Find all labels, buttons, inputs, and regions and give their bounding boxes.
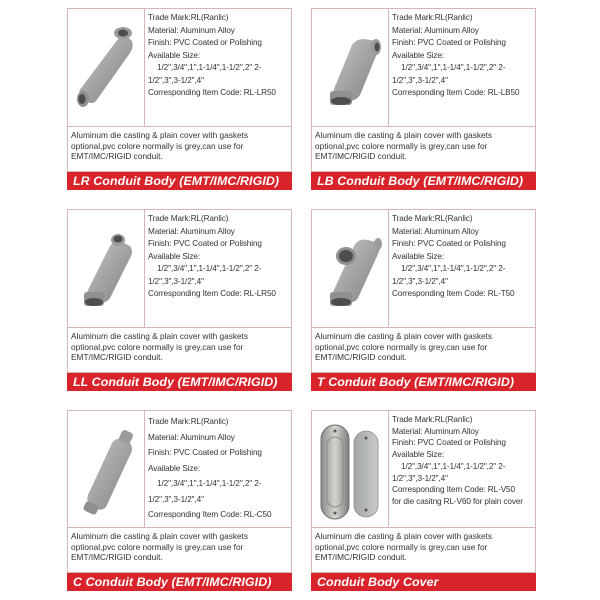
available-size-label: Available Size: xyxy=(148,463,201,473)
c-conduit-body-icon xyxy=(68,411,144,527)
trade-mark: Trade Mark:RL(Ranlic) xyxy=(148,13,229,22)
product-title-banner: LR Conduit Body (EMT/IMC/RIGID) xyxy=(67,172,292,190)
sizes-line-2: 1/2",3",3-1/2",4" xyxy=(392,276,448,286)
trade-mark: Trade Mark:RL(Ranlic) xyxy=(392,214,473,223)
item-code: Corresponding Item Code: RL-C50 xyxy=(148,510,272,519)
material: Material: Aluminum Alloy xyxy=(148,432,235,442)
product-info-row xyxy=(311,209,536,328)
t-conduit-body-icon xyxy=(312,210,388,327)
product-title-banner: C Conduit Body (EMT/IMC/RIGID) xyxy=(67,573,292,591)
sizes-line-2: 1/2",3",3-1/2",4" xyxy=(392,75,448,85)
trade-mark: Trade Mark:RL(Ranlic) xyxy=(392,415,473,424)
product-description: Aluminum die casting & plain cover with gaskets optional,pvc colore normally is grey,can use for EMT/IMC/RIGID conduit. xyxy=(311,328,536,373)
item-code-extra: for die casitng RL-V60 for plain cover xyxy=(392,496,523,506)
product-image-cover xyxy=(312,411,389,527)
product-info-row xyxy=(311,410,536,528)
product-image-lb xyxy=(312,9,389,126)
trade-mark: Trade Mark:RL(Ranlic) xyxy=(392,13,473,22)
product-image-ll xyxy=(68,210,145,327)
product-title-banner: LL Conduit Body (EMT/IMC/RIGID) xyxy=(67,373,292,391)
sizes-line-1: 1/2",3/4",1",1-1/4",1-1/2",2" 2- xyxy=(401,461,506,471)
finish: Finish: PVC Coated or Polishing xyxy=(392,38,506,47)
material: Material: Aluminum Alloy xyxy=(148,226,235,236)
product-title-banner: LB Conduit Body (EMT/IMC/RIGID) xyxy=(311,172,536,190)
available-size-label: Available Size: xyxy=(148,251,201,261)
product-specs xyxy=(392,12,533,100)
available-size-label: Available Size: xyxy=(392,50,445,60)
sizes-line-2: 1/2",3",3-1/2",4" xyxy=(148,75,204,85)
product-description: Aluminum die casting & plain cover with gaskets optional,pvc colore normally is grey,can use for EMT/IMC/RIGID conduit. xyxy=(67,328,292,373)
sizes-line-1: 1/2",3/4",1",1-1/4",1-1/2",2" 2- xyxy=(157,264,262,273)
material: Material: Aluminum Alloy xyxy=(392,226,479,236)
sizes-line-1: 1/2",3/4",1",1-1/4",1-1/2",2" 2- xyxy=(157,479,262,488)
product-specs xyxy=(392,414,533,508)
product-info-row xyxy=(67,410,292,528)
product-title-banner: T Conduit Body (EMT/IMC/RIGID) xyxy=(311,373,536,391)
ll-conduit-body-icon xyxy=(68,210,144,327)
finish: Finish: PVC Coated or Polishing xyxy=(392,438,506,448)
sizes-line-2: 1/2",3",3-1/2",4" xyxy=(148,276,204,286)
product-description: Aluminum die casting & plain cover with gaskets optional,pvc colore normally is grey,can use for EMT/IMC/RIGID conduit. xyxy=(67,528,292,573)
product-description: Aluminum die casting & plain cover with gaskets optional,pvc colore normally is grey,can use for EMT/IMC/RIGID conduit. xyxy=(311,528,536,573)
finish: Finish: PVC Coated or Polishing xyxy=(392,239,506,248)
finish: Finish: PVC Coated or Polishing xyxy=(148,38,262,47)
product-info-row xyxy=(67,209,292,328)
sizes-line-1: 1/2",3/4",1",1-1/4",1-1/2",2" 2- xyxy=(157,63,262,72)
item-code: Corresponding Item Code: RL-LR50 xyxy=(148,88,276,97)
product-description: Aluminum die casting & plain cover with gaskets optional,pvc colore normally is grey,can use for EMT/IMC/RIGID conduit. xyxy=(67,127,292,172)
product-image-lr xyxy=(68,9,145,126)
available-size-label: Available Size: xyxy=(392,450,445,460)
product-title-banner: Conduit Body Cover xyxy=(311,573,536,591)
product-info-row xyxy=(67,8,292,127)
conduit-body-cover-icon xyxy=(312,411,388,527)
material: Material: Aluminum Alloy xyxy=(148,25,235,35)
product-image-t xyxy=(312,210,389,327)
sizes-line-1: 1/2",3/4",1",1-1/4",1-1/2",2" 2- xyxy=(401,63,506,72)
available-size-label: Available Size: xyxy=(148,50,201,60)
product-image-c xyxy=(68,411,145,527)
product-specs xyxy=(148,414,289,523)
sizes-line-2: 1/2",3",3-1/2",4" xyxy=(148,494,204,504)
item-code: Corresponding Item Code: RL-LB50 xyxy=(392,88,520,97)
product-info-row xyxy=(311,8,536,127)
product-specs xyxy=(148,12,289,100)
sizes-line-2: 1/2",3",3-1/2",4" xyxy=(392,473,448,483)
finish: Finish: PVC Coated or Polishing xyxy=(148,239,262,248)
trade-mark: Trade Mark:RL(Ranlic) xyxy=(148,417,229,426)
item-code: Corresponding Item Code: RL-V50 xyxy=(392,485,515,495)
item-code: Corresponding Item Code: RL-LR50 xyxy=(148,289,276,298)
finish: Finish: PVC Coated or Polishing xyxy=(148,448,262,457)
material: Material: Aluminum Alloy xyxy=(392,25,479,35)
trade-mark: Trade Mark:RL(Ranlic) xyxy=(148,214,229,223)
item-code: Corresponding Item Code: RL-T50 xyxy=(392,289,515,298)
product-description: Aluminum die casting & plain cover with gaskets optional,pvc colore normally is grey,can use for EMT/IMC/RIGID conduit. xyxy=(311,127,536,172)
available-size-label: Available Size: xyxy=(392,251,445,261)
material: Material: Aluminum Alloy xyxy=(392,426,479,436)
lr-conduit-body-icon xyxy=(68,9,144,126)
product-specs xyxy=(148,213,289,301)
product-specs xyxy=(392,213,533,301)
sizes-line-1: 1/2",3/4",1",1-1/4",1-1/2",2" 2- xyxy=(401,264,506,273)
lb-conduit-body-icon xyxy=(312,9,388,126)
